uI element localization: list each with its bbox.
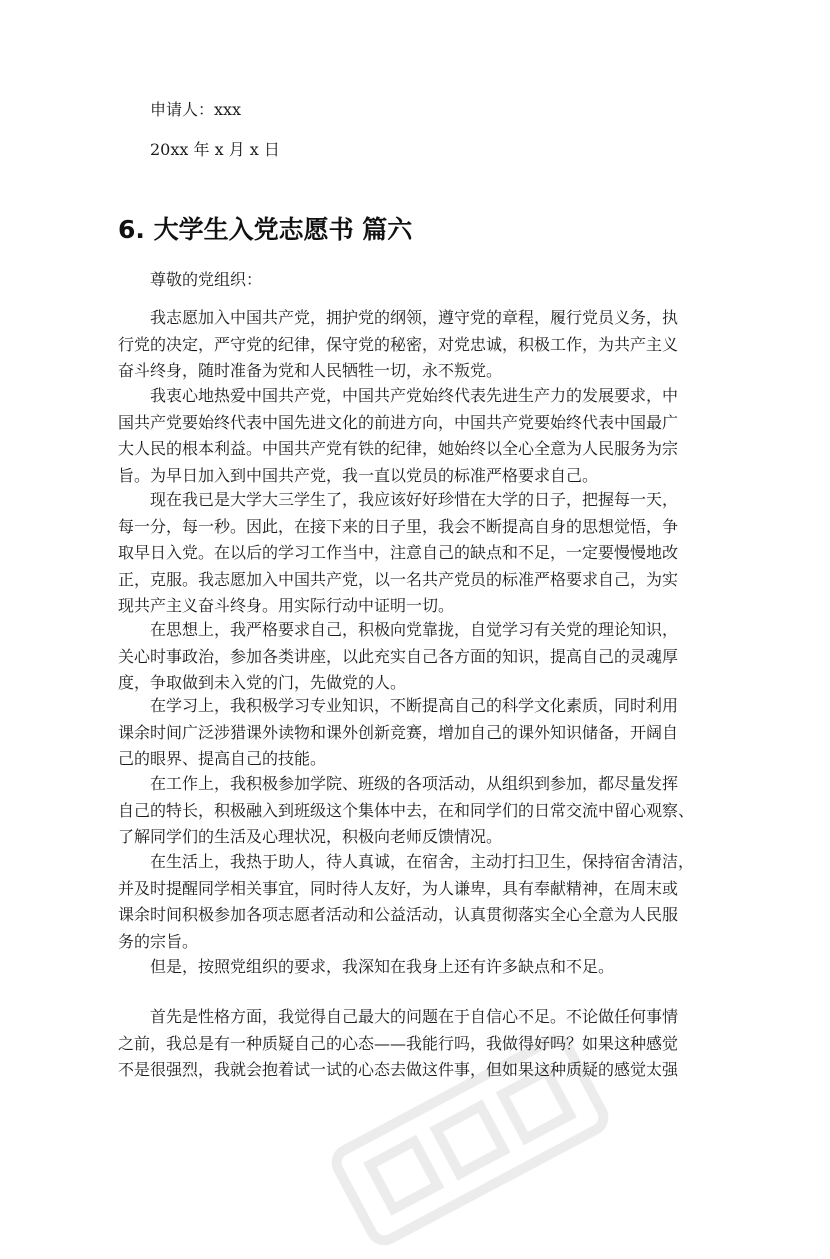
paragraph-line: 我志愿加入中国共产党，拥护党的纲领，遵守党的章程，履行党员义务，执	[150, 308, 679, 327]
paragraph-9	[118, 1004, 718, 1084]
paragraph-line: 了解同学们的生活及心理状况，积极向老师反馈情况。	[118, 827, 503, 846]
paragraph-line: 之前，我总是有一种质疑自己的心态——我能行吗，我做得好吗？如果这种感觉	[118, 1033, 679, 1053]
paragraph-line: 行党的决定，严守党的纪律，保守党的秘密，对党忠诚，积极工作，为共产主义	[118, 334, 679, 354]
paragraph-line: 课余时间积极参加各项志愿者活动和公益活动，认真贯彻落实全心全意为人民服	[118, 905, 679, 924]
paragraph-line: 在学习上，我积极学习专业知识，不断提高自己的科学文化素质，同时利用	[150, 696, 679, 715]
section-title: 6. 大学生入党志愿书 篇六	[118, 215, 413, 244]
paragraph-6	[118, 771, 718, 851]
paragraph-4	[118, 617, 718, 697]
paragraph-7	[118, 849, 718, 955]
paragraph-line: 自己的特长，积极融入到班级这个集体中去，在和同学们的日常交流中留心观察、	[118, 800, 695, 820]
paragraph-line: 取早日入党。在以后的学习工作当中，注意自己的缺点和不足，一定要慢慢地改	[118, 543, 679, 562]
paragraph-line: 课余时间广泛涉猎课外读物和课外创新竞赛，增加自己的课外知识储备，开阔自	[118, 722, 679, 742]
paragraph-line: 不是很强烈，我就会抱着试一试的心态去做这件事，但如果这种质疑的感觉太强	[118, 1060, 679, 1079]
paragraph-line: 并及时提醒同学相关事宜，同时待人友好，为人谦卑，具有奉献精神，在周末或	[118, 878, 679, 898]
paragraph-line: 旨。为早日加入到中国共产党，我一直以党员的标准严格要求自己。	[118, 465, 599, 485]
paragraph-3	[118, 487, 718, 620]
paragraph-line: 但是，按照党组织的要求，我深知在我身上还有许多缺点和不足。	[150, 957, 615, 976]
paragraph-line: 我衷心地热爱中国共产党，中国共产党始终代表先进生产力的发展要求，中	[150, 386, 679, 405]
paragraph-line: 奋斗终身，随时准备为党和人民牺牲一切，永不叛党。	[118, 361, 503, 380]
paragraph-line: 正，克服。我志愿加入中国共产党，以一名共产党员的标准严格要求自己，为实	[118, 569, 679, 589]
paragraph-line: 现共产主义奋斗终身。用实际行动中证明一切。	[118, 596, 455, 615]
paragraph-line: 每一分，每一秒。因此，在接下来的日子里，我会不断提高自身的思想觉悟，争	[118, 516, 679, 536]
paragraph-5	[118, 693, 718, 773]
paragraph-line: 在生活上，我热于助人，待人真诚，在宿舍，主动打扫卫生，保持宿舍清洁，	[150, 852, 695, 871]
date-line: 20xx 年 x 月 x 日	[150, 140, 280, 159]
paragraph-2	[118, 383, 718, 489]
paragraph-1	[118, 305, 718, 385]
paragraph-line: 关心时事政治，参加各类讲座，以此充实自己各方面的知识，提高自己的灵魂厚	[118, 646, 679, 666]
applicant-line: 申请人：xxx	[150, 100, 242, 119]
paragraph-line: 现在我已是大学大三学生了，我应该好好珍惜在大学的日子，把握每一天，	[150, 490, 679, 509]
paragraph-line: 大人民的根本利益。中国共产党有铁的纪律，她始终以全心全意为人民服务为宗	[118, 439, 679, 458]
paragraph-line: 在工作上，我积极参加学院、班级的各项活动，从组织到参加，都尽量发挥	[150, 774, 679, 793]
paragraph-line: 务的宗旨。	[118, 931, 199, 951]
paragraph-line: 首先是性格方面，我觉得自己最大的问题在于自信心不足。不论做任何事情	[150, 1007, 679, 1026]
paragraph-line: 度，争取做到未入党的门，先做党的人。	[118, 673, 407, 692]
paragraph-line: 国共产党要始终代表中国先进文化的前进方向，中国共产党要始终代表中国最广	[118, 412, 679, 432]
paragraph-line: 在思想上，我严格要求自己，积极向党靠拢，自觉学习有关党的理论知识，	[150, 620, 679, 639]
paragraph-line: 己的眼界、提高自己的技能。	[118, 749, 327, 768]
paragraph-8	[118, 954, 718, 981]
salutation: 尊敬的党组织：	[150, 270, 263, 289]
